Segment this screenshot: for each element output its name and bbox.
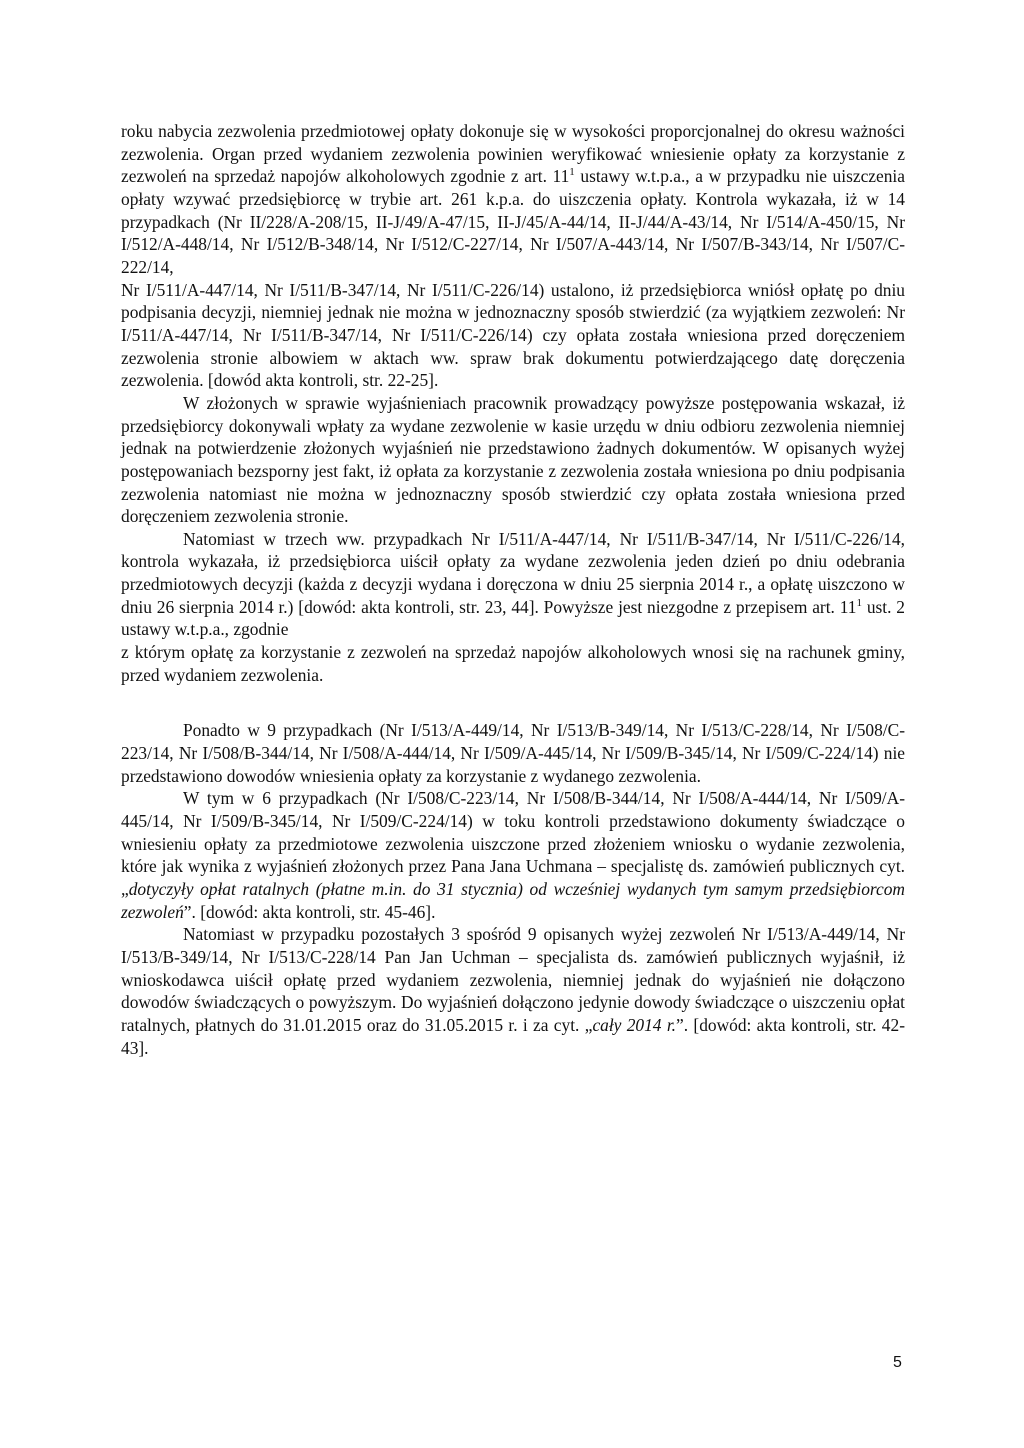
superscript: 1 (856, 596, 862, 609)
paragraph: W złożonych w sprawie wyjaśnieniach pracownik prowadzący powyższe postępowania wskazał, iż przedsiębiorcy dokonywali wpłaty za wydane zezwolenie w kasie urzędu w dniu odbioru zezwolenia niemniej jednak na potwierdzenie złożonych wyjaśnień nie przedstawiono żadnych dokumentów. W opisanych wyżej postępowaniach bezsporny jest fakt, iż opłata za korzystanie z zezwolenia została wniesiona po dniu podpisania zezwolenia natomiast nie można w jednoznaczny sposób stwierdzić czy opłata została wniesiona przed doręczeniem zezwolenia stronie. (121, 392, 905, 527)
paragraph: Ponadto w 9 przypadkach (Nr I/513/A-449/14, Nr I/513/B-349/14, Nr I/513/C-228/14, Nr I/508/C-223/14, Nr I/508/B-344/14, Nr I/508/A-444/14, Nr I/509/A-445/14, Nr I/509/B-345/14, Nr I/509/C-224/14) nie przedstawiono dowodów wniesienia opłaty za korzystanie z wydanego zezwolenia. (121, 720, 905, 786)
document-body (121, 120, 905, 1059)
paragraph: W tym w 6 przypadkach (Nr I/508/C-223/14, Nr I/508/B-344/14, Nr I/508/A-444/14, Nr I/509/A-445/14, Nr I/509/B-345/14, Nr I/509/C-224/14) w toku kontroli przedstawiono dokumenty świadczące o wniesieniu opłaty za przedmiotowe zezwolenia uiszczone przed złożeniem wniosku o wydanie zezwolenia, które jak wynika z wyjaśnień złożonych przez Pana Jana Uchmana – specjalistę ds. zamówień publicznych cyt. „dotyczyły opłat ratalnych (płatne m.in. do 31 stycznia) od wcześniej wydanych tym samym przedsiębiorcom zezwoleń”. [dowód: akta kontroli, str. 45-46]. (121, 788, 905, 922)
paragraph: z którym opłatę za korzystanie z zezwoleń na sprzedaż napojów alkoholowych wnosi się na rachunek gminy, przed wydaniem zezwolenia. (121, 642, 905, 685)
page-number: 5 (893, 1354, 902, 1371)
quotation: dotyczyły opłat ratalnych (płatne m.in. do 31 stycznia) od wcześniej wydanych tym samym przedsiębiorcom zezwoleń (121, 879, 905, 922)
quotation: cały 2014 r. (592, 1014, 677, 1035)
paragraph: roku nabycia zezwolenia przedmiotowej opłaty dokonuje się w wysokości proporcjonalnej do okresu ważności zezwolenia. Organ przed wydaniem zezwolenia powinien weryfikować wniesienie opłaty za korzystanie z zezwoleń na sprzedaż napojów alkoholowych zgodnie z art. $11^1$ ustawy w.t.p.a., a w przypadku nie uiszczenia opłaty wzywać przedsiębiorcę w trybie art. 261 k.p.a. do uiszczenia opłaty. Kontrola wykazała, iż w 14 przypadkach (Nr II/228/A-208/15, II-J/49/A-47/15, II-J/45/A-44/14, II-J/44/A-43/14, Nr I/514/A-450/15, Nr I/512/A-448/14, Nr I/512/B-348/14, Nr I/512/C-227/14, Nr I/507/A-443/14, Nr I/507/B-343/14, Nr I/507/C-222/14, (121, 121, 905, 277)
paragraph: Natomiast w trzech ww. przypadkach Nr I/511/A-447/14, Nr I/511/B-347/14, Nr I/511/C-226/14, kontrola wykazała, iż przedsiębiorca uiścił opłaty za wydane zezwolenia jeden dzień po dniu odebrania przedmiotowych decyzji (każda z decyzji wydana i doręczona w dniu 25 sierpnia 2014 r., a opłatę uiszczono w dniu 26 sierpnia 2014 r.) [dowód: akta kontroli, str. 23, 44]. Powyższe jest niezgodne z przepisem art. $11^1$ ust. 2 ustawy w.t.p.a., zgodnie (121, 528, 905, 640)
paragraph-gap (121, 686, 905, 719)
superscript: 1 (569, 166, 575, 179)
paragraph: Natomiast w przypadku pozostałych 3 spośród 9 opisanych wyżej zezwoleń Nr I/513/A-449/14, Nr I/513/B-349/14, Nr I/513/C-228/14 Pan Jan Uchman – specjalista ds. zamówień publicznych wyjaśnił, iż wnioskodawca uiścił opłatę przed wydaniem zezwolenia, niemniej jednak do wyjaśnień nie dołączono dowodów świadczących o powyższym. Do wyjaśnień dołączono jedynie dowody świadczące o uiszczeniu opłat ratalnych, płatnych do 31.01.2015 oraz do 31.05.2015 r. i za cyt. „cały 2014 r.”. [dowód: akta kontroli, str. 42-43]. (121, 924, 905, 1058)
paragraph: Nr I/511/A-447/14, Nr I/511/B-347/14, Nr I/511/C-226/14) ustalono, iż przedsiębiorca wniósł opłatę po dniu podpisania decyzji, niemniej jednak nie można w jednoznaczny sposób stwierdzić (za wyjątkiem zezwoleń: Nr I/511/A-447/14, Nr I/511/B-347/14, Nr I/511/C-226/14) czy opłata została wniesiona przed doręczeniem zezwolenia stronie albowiem w aktach ww. spraw brak dokumentu potwierdzającego datę doręczenia zezwolenia. [dowód akta kontroli, str. 22-25]. (121, 279, 905, 391)
